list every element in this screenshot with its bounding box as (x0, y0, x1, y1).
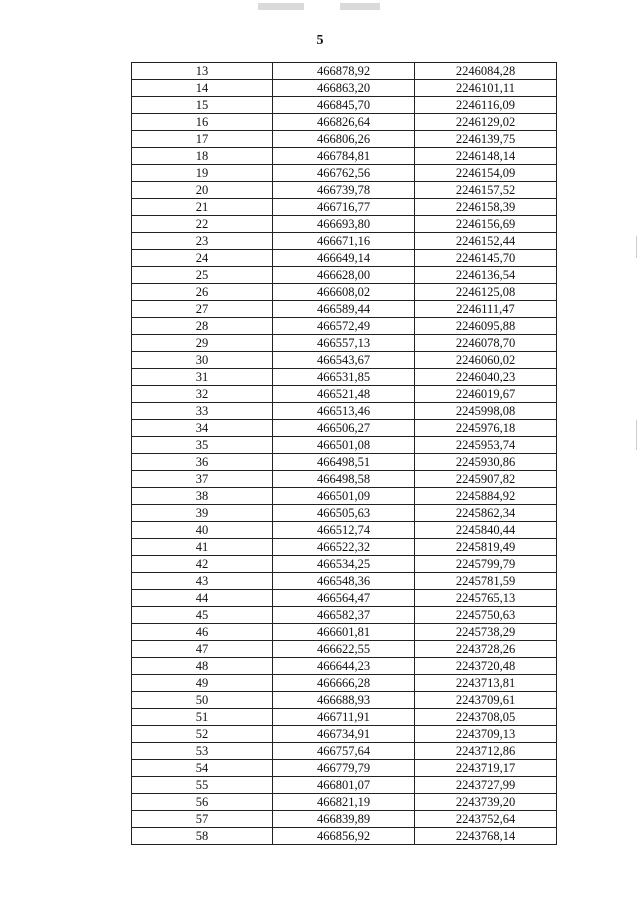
y-coordinate-cell: 2243768,14 (415, 828, 557, 845)
point-number-cell: 56 (132, 794, 273, 811)
y-coordinate-cell: 2246101,11 (415, 80, 557, 97)
y-coordinate-cell: 2243719,17 (415, 760, 557, 777)
table-row (132, 624, 557, 641)
table-row (132, 726, 557, 743)
point-number-cell: 48 (132, 658, 273, 675)
table-row (132, 675, 557, 692)
point-number-cell: 57 (132, 811, 273, 828)
table-row (132, 692, 557, 709)
x-coordinate-cell: 466826,64 (273, 114, 415, 131)
point-number-cell: 49 (132, 675, 273, 692)
table-row (132, 573, 557, 590)
x-coordinate-cell: 466784,81 (273, 148, 415, 165)
x-coordinate-cell: 466564,47 (273, 590, 415, 607)
x-coordinate-cell: 466779,79 (273, 760, 415, 777)
point-number-cell: 20 (132, 182, 273, 199)
point-number-cell: 14 (132, 80, 273, 97)
point-number-cell: 26 (132, 284, 273, 301)
x-coordinate-cell: 466806,26 (273, 131, 415, 148)
point-number-cell: 35 (132, 437, 273, 454)
coordinates-table-body (132, 63, 557, 845)
table-row (132, 352, 557, 369)
point-number-cell: 32 (132, 386, 273, 403)
point-number-cell: 28 (132, 318, 273, 335)
x-coordinate-cell: 466557,13 (273, 335, 415, 352)
y-coordinate-cell: 2245738,29 (415, 624, 557, 641)
y-coordinate-cell: 2246040,23 (415, 369, 557, 386)
table-row (132, 641, 557, 658)
y-coordinate-cell: 2246095,88 (415, 318, 557, 335)
y-coordinate-cell: 2246078,70 (415, 335, 557, 352)
y-coordinate-cell: 2245750,63 (415, 607, 557, 624)
point-number-cell: 51 (132, 709, 273, 726)
table-row (132, 760, 557, 777)
y-coordinate-cell: 2243727,99 (415, 777, 557, 794)
point-number-cell: 33 (132, 403, 273, 420)
table-row (132, 386, 557, 403)
table-row (132, 182, 557, 199)
x-coordinate-cell: 466644,23 (273, 658, 415, 675)
y-coordinate-cell: 2246060,02 (415, 352, 557, 369)
scan-artifact-left (258, 3, 304, 10)
y-coordinate-cell: 2243712,86 (415, 743, 557, 760)
table-row (132, 505, 557, 522)
y-coordinate-cell: 2246139,75 (415, 131, 557, 148)
table-row (132, 522, 557, 539)
point-number-cell: 38 (132, 488, 273, 505)
page-number: 5 (316, 33, 324, 48)
y-coordinate-cell: 2245953,74 (415, 437, 557, 454)
point-number-cell: 27 (132, 301, 273, 318)
point-number-cell: 34 (132, 420, 273, 437)
x-coordinate-cell: 466498,51 (273, 454, 415, 471)
table-row (132, 794, 557, 811)
x-coordinate-cell: 466688,93 (273, 692, 415, 709)
x-coordinate-cell: 466863,20 (273, 80, 415, 97)
table-row (132, 63, 557, 80)
y-coordinate-cell: 2245819,49 (415, 539, 557, 556)
point-number-cell: 15 (132, 97, 273, 114)
point-number-cell: 58 (132, 828, 273, 845)
x-coordinate-cell: 466845,70 (273, 97, 415, 114)
y-coordinate-cell: 2243708,05 (415, 709, 557, 726)
table-row (132, 233, 557, 250)
y-coordinate-cell: 2243713,81 (415, 675, 557, 692)
point-number-cell: 55 (132, 777, 273, 794)
x-coordinate-cell: 466498,58 (273, 471, 415, 488)
table-row (132, 743, 557, 760)
y-coordinate-cell: 2243720,48 (415, 658, 557, 675)
x-coordinate-cell: 466762,56 (273, 165, 415, 182)
point-number-cell: 42 (132, 556, 273, 573)
x-coordinate-cell: 466739,78 (273, 182, 415, 199)
point-number-cell: 22 (132, 216, 273, 233)
table-row (132, 811, 557, 828)
x-coordinate-cell: 466856,92 (273, 828, 415, 845)
point-number-cell: 37 (132, 471, 273, 488)
y-coordinate-cell: 2245930,86 (415, 454, 557, 471)
table-row (132, 607, 557, 624)
point-number-cell: 19 (132, 165, 273, 182)
y-coordinate-cell: 2246111,47 (415, 301, 557, 318)
x-coordinate-cell: 466582,37 (273, 607, 415, 624)
x-coordinate-cell: 466716,77 (273, 199, 415, 216)
table-row (132, 403, 557, 420)
table-row (132, 777, 557, 794)
point-number-cell: 18 (132, 148, 273, 165)
x-coordinate-cell: 466601,81 (273, 624, 415, 641)
table-row (132, 114, 557, 131)
table-row (132, 828, 557, 845)
y-coordinate-cell: 2245976,18 (415, 420, 557, 437)
point-number-cell: 44 (132, 590, 273, 607)
x-coordinate-cell: 466649,14 (273, 250, 415, 267)
x-coordinate-cell: 466622,55 (273, 641, 415, 658)
point-number-cell: 36 (132, 454, 273, 471)
table-row (132, 97, 557, 114)
y-coordinate-cell: 2245781,59 (415, 573, 557, 590)
y-coordinate-cell: 2245884,92 (415, 488, 557, 505)
y-coordinate-cell: 2243709,13 (415, 726, 557, 743)
x-coordinate-cell: 466821,19 (273, 794, 415, 811)
x-coordinate-cell: 466501,09 (273, 488, 415, 505)
scan-edge-mark (636, 236, 637, 258)
x-coordinate-cell: 466693,80 (273, 216, 415, 233)
table-row (132, 556, 557, 573)
y-coordinate-cell: 2245907,82 (415, 471, 557, 488)
point-number-cell: 25 (132, 267, 273, 284)
x-coordinate-cell: 466801,07 (273, 777, 415, 794)
table-row (132, 590, 557, 607)
y-coordinate-cell: 2245765,13 (415, 590, 557, 607)
y-coordinate-cell: 2245840,44 (415, 522, 557, 539)
point-number-cell: 24 (132, 250, 273, 267)
y-coordinate-cell: 2245862,34 (415, 505, 557, 522)
table-row (132, 284, 557, 301)
point-number-cell: 46 (132, 624, 273, 641)
point-number-cell: 23 (132, 233, 273, 250)
x-coordinate-cell: 466522,32 (273, 539, 415, 556)
x-coordinate-cell: 466512,74 (273, 522, 415, 539)
point-number-cell: 54 (132, 760, 273, 777)
y-coordinate-cell: 2246148,14 (415, 148, 557, 165)
x-coordinate-cell: 466548,36 (273, 573, 415, 590)
x-coordinate-cell: 466589,44 (273, 301, 415, 318)
table-row (132, 658, 557, 675)
table-row (132, 437, 557, 454)
x-coordinate-cell: 466534,25 (273, 556, 415, 573)
table-row (132, 131, 557, 148)
table-row (132, 420, 557, 437)
point-number-cell: 29 (132, 335, 273, 352)
table-row (132, 335, 557, 352)
point-number-cell: 52 (132, 726, 273, 743)
point-number-cell: 50 (132, 692, 273, 709)
point-number-cell: 39 (132, 505, 273, 522)
y-coordinate-cell: 2245799,79 (415, 556, 557, 573)
y-coordinate-cell: 2243739,20 (415, 794, 557, 811)
x-coordinate-cell: 466671,16 (273, 233, 415, 250)
table-row (132, 199, 557, 216)
x-coordinate-cell: 466543,67 (273, 352, 415, 369)
x-coordinate-cell: 466608,02 (273, 284, 415, 301)
table-row (132, 216, 557, 233)
x-coordinate-cell: 466734,91 (273, 726, 415, 743)
point-number-cell: 30 (132, 352, 273, 369)
x-coordinate-cell: 466711,91 (273, 709, 415, 726)
scan-artifact-right (340, 3, 380, 10)
x-coordinate-cell: 466666,28 (273, 675, 415, 692)
table-row (132, 488, 557, 505)
table-row (132, 165, 557, 182)
table-row (132, 471, 557, 488)
x-coordinate-cell: 466505,63 (273, 505, 415, 522)
x-coordinate-cell: 466839,89 (273, 811, 415, 828)
y-coordinate-cell: 2246145,70 (415, 250, 557, 267)
y-coordinate-cell: 2246157,52 (415, 182, 557, 199)
y-coordinate-cell: 2245998,08 (415, 403, 557, 420)
point-number-cell: 47 (132, 641, 273, 658)
coordinates-table (131, 62, 557, 845)
y-coordinate-cell: 2246158,39 (415, 199, 557, 216)
y-coordinate-cell: 2246129,02 (415, 114, 557, 131)
table-row (132, 148, 557, 165)
point-number-cell: 21 (132, 199, 273, 216)
point-number-cell: 13 (132, 63, 273, 80)
x-coordinate-cell: 466878,92 (273, 63, 415, 80)
table-row (132, 301, 557, 318)
x-coordinate-cell: 466572,49 (273, 318, 415, 335)
y-coordinate-cell: 2243752,64 (415, 811, 557, 828)
x-coordinate-cell: 466757,64 (273, 743, 415, 760)
table-row (132, 318, 557, 335)
x-coordinate-cell: 466531,85 (273, 369, 415, 386)
point-number-cell: 17 (132, 131, 273, 148)
table-row (132, 539, 557, 556)
table-row (132, 709, 557, 726)
table-row (132, 80, 557, 97)
y-coordinate-cell: 2246116,09 (415, 97, 557, 114)
point-number-cell: 45 (132, 607, 273, 624)
y-coordinate-cell: 2243709,61 (415, 692, 557, 709)
point-number-cell: 16 (132, 114, 273, 131)
y-coordinate-cell: 2246154,09 (415, 165, 557, 182)
y-coordinate-cell: 2246156,69 (415, 216, 557, 233)
table-row (132, 369, 557, 386)
point-number-cell: 53 (132, 743, 273, 760)
x-coordinate-cell: 466521,48 (273, 386, 415, 403)
x-coordinate-cell: 466513,46 (273, 403, 415, 420)
x-coordinate-cell: 466501,08 (273, 437, 415, 454)
scan-edge-mark (636, 420, 637, 450)
y-coordinate-cell: 2243728,26 (415, 641, 557, 658)
y-coordinate-cell: 2246125,08 (415, 284, 557, 301)
point-number-cell: 40 (132, 522, 273, 539)
point-number-cell: 43 (132, 573, 273, 590)
table-row (132, 454, 557, 471)
x-coordinate-cell: 466506,27 (273, 420, 415, 437)
x-coordinate-cell: 466628,00 (273, 267, 415, 284)
table-row (132, 267, 557, 284)
point-number-cell: 41 (132, 539, 273, 556)
table-row (132, 250, 557, 267)
y-coordinate-cell: 2246136,54 (415, 267, 557, 284)
point-number-cell: 31 (132, 369, 273, 386)
y-coordinate-cell: 2246019,67 (415, 386, 557, 403)
y-coordinate-cell: 2246084,28 (415, 63, 557, 80)
y-coordinate-cell: 2246152,44 (415, 233, 557, 250)
